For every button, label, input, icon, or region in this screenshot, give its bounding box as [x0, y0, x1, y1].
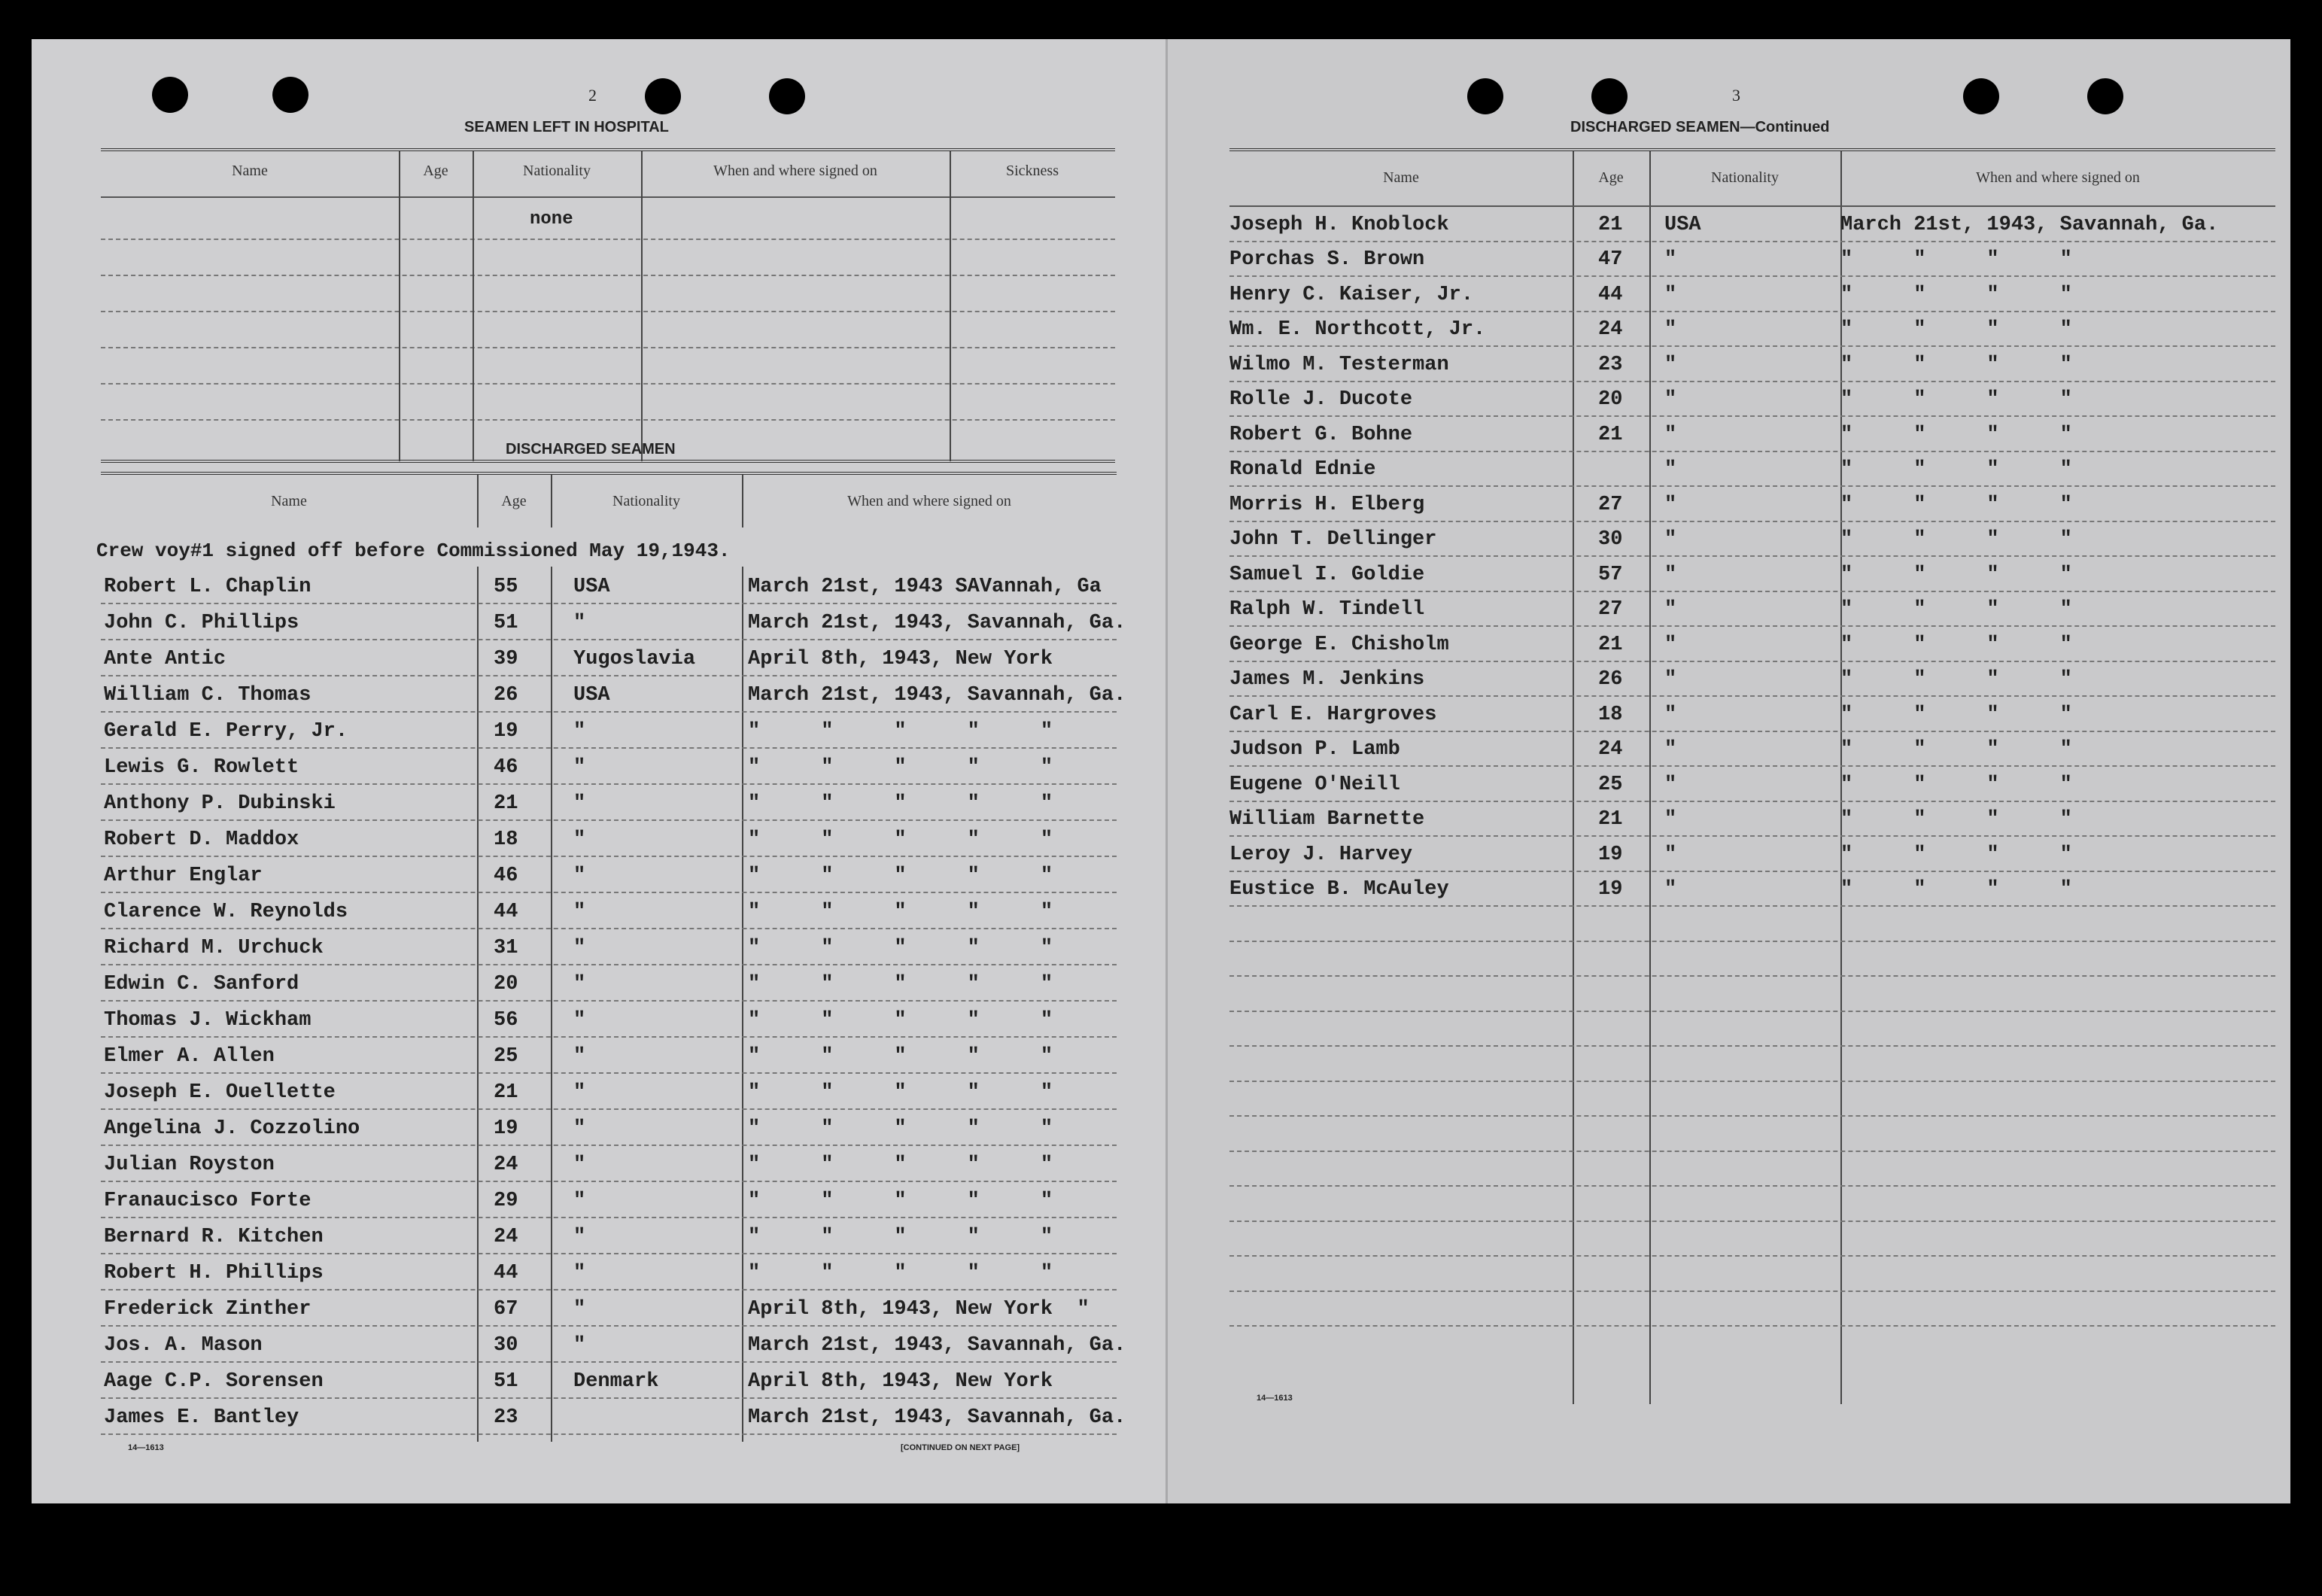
table-row — [1229, 555, 2275, 591]
name-cell: James E. Bantley — [104, 1406, 299, 1429]
nationality-cell: " — [1664, 633, 1677, 656]
name-cell: Richard M. Urchuck — [104, 937, 324, 959]
nationality-cell: " — [1664, 493, 1677, 516]
table-row — [101, 1361, 1117, 1397]
col-signed-on: When and where signed on — [1976, 169, 2140, 186]
name-cell: Ralph W. Tindell — [1229, 598, 1425, 621]
name-cell: Anthony P. Dubinski — [104, 792, 336, 815]
nationality-cell: " — [573, 1334, 586, 1357]
name-cell: Franaucisco Forte — [104, 1190, 312, 1212]
signed-on-cell: " " " " " — [748, 1009, 1053, 1032]
name-cell: Jos. A. Mason — [104, 1334, 263, 1357]
name-cell: Robert H. Phillips — [104, 1262, 324, 1284]
name-cell: Samuel I. Goldie — [1229, 563, 1425, 586]
discharged-title: DISCHARGED SEAMEN — [506, 441, 676, 458]
nationality-cell: " — [573, 792, 586, 815]
age-cell: 44 — [494, 1262, 518, 1284]
age-cell: 24 — [494, 1226, 518, 1248]
table-row — [101, 747, 1117, 783]
age-cell: 25 — [1598, 773, 1623, 796]
nationality-cell: " — [1664, 318, 1677, 341]
table-row — [101, 1289, 1117, 1325]
table-row — [101, 856, 1117, 892]
nationality-cell: " — [573, 828, 586, 851]
name-cell: Robert D. Maddox — [104, 828, 299, 851]
name-cell: George E. Chisholm — [1229, 633, 1449, 656]
age-cell: 20 — [1598, 388, 1623, 411]
signed-on-cell: " " " " " — [748, 720, 1053, 743]
punch-hole — [2087, 78, 2123, 114]
age-cell: 21 — [494, 1081, 518, 1104]
name-cell: Aage C.P. Sorensen — [104, 1370, 324, 1393]
nationality-cell: " — [573, 1190, 586, 1212]
table-row — [101, 1181, 1117, 1217]
col-nationality: Nationality — [523, 162, 591, 179]
nationality-cell: " — [1664, 563, 1677, 586]
age-cell: 27 — [1598, 493, 1623, 516]
table-row — [1229, 871, 2275, 906]
age-cell: 46 — [494, 756, 518, 779]
age-cell: 24 — [1598, 318, 1623, 341]
signed-on-cell: " " " " — [1840, 248, 2072, 271]
table-row — [1229, 801, 2275, 836]
signed-on-cell: " " " " — [1840, 598, 2072, 621]
crew-note — [96, 527, 1117, 567]
signed-on-cell: " " " " — [1840, 318, 2072, 341]
signed-on-cell: " " " " — [1840, 703, 2072, 726]
name-cell: Thomas J. Wickham — [104, 1009, 312, 1032]
age-cell: 21 — [494, 792, 518, 815]
name-cell: Morris H. Elberg — [1229, 493, 1425, 516]
hospital-title: SEAMEN LEFT IN HOSPITAL — [464, 119, 669, 135]
age-cell: 47 — [1598, 248, 1623, 271]
signed-on-cell: " " " " — [1840, 353, 2072, 376]
punch-hole — [152, 77, 188, 113]
age-cell: 19 — [494, 720, 518, 743]
signed-on-cell: " " " " — [1840, 563, 2072, 586]
age-cell: 44 — [494, 901, 518, 923]
signed-on-cell: " " " " " — [748, 937, 1053, 959]
table-row — [1229, 835, 2275, 871]
nationality-cell: " — [573, 865, 586, 887]
nationality-cell: " — [573, 1298, 586, 1321]
age-cell: 24 — [494, 1154, 518, 1176]
nationality-cell: Yugoslavia — [573, 648, 696, 670]
table-row — [101, 1253, 1117, 1289]
name-cell: Clarence W. Reynolds — [104, 901, 348, 923]
nationality-cell: " — [573, 1081, 586, 1104]
hospital-row — [101, 196, 1115, 234]
name-cell: Henry C. Kaiser, Jr. — [1229, 283, 1474, 306]
nationality-cell: " — [573, 1226, 586, 1248]
age-cell: 51 — [494, 612, 518, 634]
form-code: 14—1613 — [1257, 1394, 1293, 1403]
col-nationality: Nationality — [612, 492, 680, 509]
page-number: 3 — [1732, 86, 1740, 105]
signed-on-cell: " " " " — [1840, 843, 2072, 866]
punch-hole — [1963, 78, 1999, 114]
table-row — [1229, 521, 2275, 556]
signed-on-cell: " " " " — [1840, 668, 2072, 691]
table-row — [101, 1145, 1117, 1181]
col-name: Name — [271, 492, 307, 509]
table-row — [1229, 661, 2275, 696]
table-row — [1229, 205, 2275, 241]
name-cell: Porchas S. Brown — [1229, 248, 1425, 271]
nationality-cell: " — [573, 901, 586, 923]
nationality-cell: " — [573, 612, 586, 634]
age-cell: 20 — [494, 973, 518, 996]
name-cell: Frederick Zinther — [104, 1298, 312, 1321]
name-cell: Wm. E. Northcott, Jr. — [1229, 318, 1486, 341]
table-row — [101, 1108, 1117, 1145]
hospital-table — [101, 148, 1115, 461]
nationality-cell: " — [1664, 248, 1677, 271]
age-cell: 30 — [1598, 528, 1623, 551]
age-cell: 39 — [494, 648, 518, 670]
nationality-cell: " — [573, 1009, 586, 1032]
table-row — [101, 783, 1117, 819]
signed-on-cell: " " " " " — [748, 865, 1053, 887]
age-cell: 24 — [1598, 738, 1623, 761]
punch-hole — [769, 78, 805, 114]
punch-hole — [272, 77, 308, 113]
signed-on-cell: March 21st, 1943 SAVannah, Ga — [748, 576, 1102, 598]
name-cell: John C. Phillips — [104, 612, 299, 634]
table-row — [101, 1036, 1117, 1072]
name-cell: Eugene O'Neill — [1229, 773, 1400, 796]
age-cell: 56 — [494, 1009, 518, 1032]
signed-on-cell: " " " " " — [748, 756, 1053, 779]
table-row — [101, 964, 1117, 1000]
punch-hole — [1591, 78, 1628, 114]
nationality-cell: none — [530, 209, 573, 230]
signed-on-cell: April 8th, 1943, New York — [748, 648, 1053, 670]
nationality-cell: " — [1664, 283, 1677, 306]
name-cell: Elmer A. Allen — [104, 1045, 275, 1068]
col-signed-on: When and where signed on — [713, 162, 877, 179]
table-row — [101, 1325, 1126, 1361]
name-cell: Joseph E. Ouellette — [104, 1081, 336, 1104]
signed-on-cell: " " " " — [1840, 458, 2072, 481]
signed-on-cell: " " " " — [1840, 738, 2072, 761]
name-cell: Robert G. Bohne — [1229, 423, 1413, 446]
age-cell: 67 — [494, 1298, 518, 1321]
nationality-cell: " — [1664, 773, 1677, 796]
age-cell: 26 — [494, 684, 518, 707]
table-row — [101, 819, 1117, 856]
age-cell: 23 — [494, 1406, 518, 1429]
signed-on-cell: March 21st, 1943, Savannah, Ga. — [748, 1406, 1126, 1429]
form-code: 14—1613 — [128, 1443, 164, 1452]
discharged-continued-table — [1229, 148, 2275, 1404]
age-cell: 21 — [1598, 808, 1623, 831]
signed-on-cell: " " " " — [1840, 633, 2072, 656]
table-row — [1229, 591, 2275, 626]
age-cell: 55 — [494, 576, 518, 598]
name-cell: Arthur Englar — [104, 865, 263, 887]
nationality-cell: " — [1664, 388, 1677, 411]
table-row — [101, 892, 1117, 928]
table-row — [101, 1000, 1117, 1036]
age-cell: 19 — [494, 1117, 518, 1140]
age-cell: 30 — [494, 1334, 518, 1357]
table-row — [1229, 311, 2275, 346]
age-cell: 25 — [494, 1045, 518, 1068]
name-cell: James M. Jenkins — [1229, 668, 1425, 691]
age-cell: 31 — [494, 937, 518, 959]
col-age: Age — [1598, 169, 1624, 186]
nationality-cell: " — [573, 756, 586, 779]
left-page — [32, 39, 1168, 1503]
nationality-cell: " — [1664, 423, 1677, 446]
signed-on-cell: " " " " — [1840, 528, 2072, 551]
table-row — [1229, 695, 2275, 731]
name-cell: Wilmo M. Testerman — [1229, 353, 1449, 376]
nationality-cell: USA — [1664, 213, 1701, 236]
discharged-continued-title: DISCHARGED SEAMEN—Continued — [1570, 119, 1830, 135]
nationality-cell: " — [1664, 458, 1677, 481]
table-row — [101, 1072, 1117, 1108]
nationality-cell: " — [573, 1117, 586, 1140]
name-cell: Ante Antic — [104, 648, 226, 670]
signed-on-cell: March 21st, 1943, Savannah, Ga. — [1840, 213, 2219, 236]
signed-on-cell: " " " " " — [748, 1190, 1053, 1212]
right-page — [1168, 39, 2290, 1503]
table-row — [1229, 275, 2275, 311]
name-cell: Carl E. Hargroves — [1229, 703, 1437, 726]
signed-on-cell: " " " " — [1840, 388, 2072, 411]
signed-on-cell: " " " " — [1840, 808, 2072, 831]
signed-on-cell: " " " " " — [748, 1081, 1053, 1104]
age-cell: 21 — [1598, 423, 1623, 446]
age-cell: 19 — [1598, 843, 1623, 866]
signed-on-cell: March 21st, 1943, Savannah, Ga. — [748, 1334, 1126, 1357]
table-row — [101, 928, 1117, 964]
name-cell: Gerald E. Perry, Jr. — [104, 720, 348, 743]
age-cell: 29 — [494, 1190, 518, 1212]
signed-on-cell: " " " " " — [748, 828, 1053, 851]
nationality-cell: " — [1664, 703, 1677, 726]
age-cell: 26 — [1598, 668, 1623, 691]
nationality-cell: " — [1664, 528, 1677, 551]
table-row — [101, 675, 1126, 711]
name-cell: Angelina J. Cozzolino — [104, 1117, 360, 1140]
signed-on-cell: " " " " " — [748, 973, 1053, 996]
col-nationality: Nationality — [1711, 169, 1779, 186]
punch-hole — [645, 78, 681, 114]
col-sickness: Sickness — [1006, 162, 1059, 179]
name-cell: William C. Thomas — [104, 684, 312, 707]
table-row — [101, 1217, 1117, 1253]
age-cell: 57 — [1598, 563, 1623, 586]
age-cell: 51 — [494, 1370, 518, 1393]
signed-on-cell: " " " " — [1840, 493, 2072, 516]
signed-on-cell: " " " " — [1840, 423, 2072, 446]
nationality-cell: " — [573, 973, 586, 996]
age-cell: 44 — [1598, 283, 1623, 306]
nationality-cell: USA — [573, 684, 610, 707]
name-cell: Edwin C. Sanford — [104, 973, 299, 996]
table-row — [101, 639, 1117, 675]
table-row — [1229, 731, 2275, 766]
signed-on-cell: March 21st, 1943, Savannah, Ga. — [748, 612, 1126, 634]
signed-on-cell: April 8th, 1943, New York — [748, 1370, 1053, 1393]
signed-on-cell: March 21st, 1943, Savannah, Ga. — [748, 684, 1126, 707]
age-cell: 21 — [1598, 633, 1623, 656]
table-row — [1229, 485, 2275, 521]
col-name: Name — [232, 162, 268, 179]
name-cell: John T. Dellinger — [1229, 528, 1437, 551]
name-cell: Ronald Ednie — [1229, 458, 1376, 481]
table-row — [101, 711, 1117, 747]
nationality-cell: " — [1664, 808, 1677, 831]
name-cell: Robert L. Chaplin — [104, 576, 312, 598]
punch-hole — [1467, 78, 1503, 114]
name-cell: Bernard R. Kitchen — [104, 1226, 324, 1248]
nationality-cell: USA — [573, 576, 610, 598]
nationality-cell: " — [1664, 353, 1677, 376]
signed-on-cell: " " " " " — [748, 1262, 1053, 1284]
signed-on-cell: April 8th, 1943, New York " — [748, 1298, 1090, 1321]
table-row — [1229, 381, 2275, 416]
signed-on-cell: " " " " — [1840, 773, 2072, 796]
nationality-cell: Denmark — [573, 1370, 659, 1393]
col-age: Age — [423, 162, 448, 179]
discharged-table — [96, 472, 1126, 1442]
signed-on-cell: " " " " " — [748, 1154, 1053, 1176]
age-cell: 27 — [1598, 598, 1623, 621]
crew-note-text: Crew voy#1 signed off before Commissioned May 19,1943. — [96, 540, 731, 562]
name-cell: Julian Royston — [104, 1154, 275, 1176]
name-cell: Judson P. Lamb — [1229, 738, 1400, 761]
name-cell: Joseph H. Knoblock — [1229, 213, 1449, 236]
signed-on-cell: " " " " — [1840, 878, 2072, 901]
nationality-cell: " — [573, 1045, 586, 1068]
signed-on-cell: " " " " — [1840, 283, 2072, 306]
table-row — [1229, 415, 2275, 451]
name-cell: Rolle J. Ducote — [1229, 388, 1413, 411]
col-signed-on: When and where signed on — [847, 492, 1011, 509]
table-row — [1229, 241, 2275, 276]
age-cell: 18 — [494, 828, 518, 851]
nationality-cell: " — [1664, 668, 1677, 691]
signed-on-cell: " " " " " — [748, 792, 1053, 815]
table-row — [1229, 451, 2275, 486]
age-cell: 23 — [1598, 353, 1623, 376]
signed-on-cell: " " " " " — [748, 901, 1053, 923]
age-cell: 18 — [1598, 703, 1623, 726]
signed-on-cell: " " " " " — [748, 1226, 1053, 1248]
nationality-cell: " — [1664, 598, 1677, 621]
signed-on-cell: " " " " " — [748, 1045, 1053, 1068]
col-age: Age — [501, 492, 527, 509]
signed-on-cell: " " " " " — [748, 1117, 1053, 1140]
age-cell: 46 — [494, 865, 518, 887]
name-cell: William Barnette — [1229, 808, 1425, 831]
age-cell: 19 — [1598, 878, 1623, 901]
table-row — [1229, 625, 2275, 661]
table-row — [101, 603, 1126, 639]
table-row — [101, 1397, 1126, 1433]
table-row — [1229, 765, 2275, 801]
page-number: 2 — [588, 86, 597, 105]
nationality-cell: " — [573, 937, 586, 959]
nationality-cell: " — [573, 1262, 586, 1284]
name-cell: Lewis G. Rowlett — [104, 756, 299, 779]
nationality-cell: " — [1664, 843, 1677, 866]
age-cell: 21 — [1598, 213, 1623, 236]
name-cell: Eustice B. McAuley — [1229, 878, 1449, 901]
nationality-cell: " — [573, 1154, 586, 1176]
col-name: Name — [1383, 169, 1419, 186]
continued-note: [CONTINUED ON NEXT PAGE] — [901, 1443, 1020, 1452]
nationality-cell: " — [573, 720, 586, 743]
nationality-cell: " — [1664, 878, 1677, 901]
name-cell: Leroy J. Harvey — [1229, 843, 1413, 866]
table-row — [101, 567, 1117, 603]
table-row — [1229, 345, 2275, 381]
nationality-cell: " — [1664, 738, 1677, 761]
